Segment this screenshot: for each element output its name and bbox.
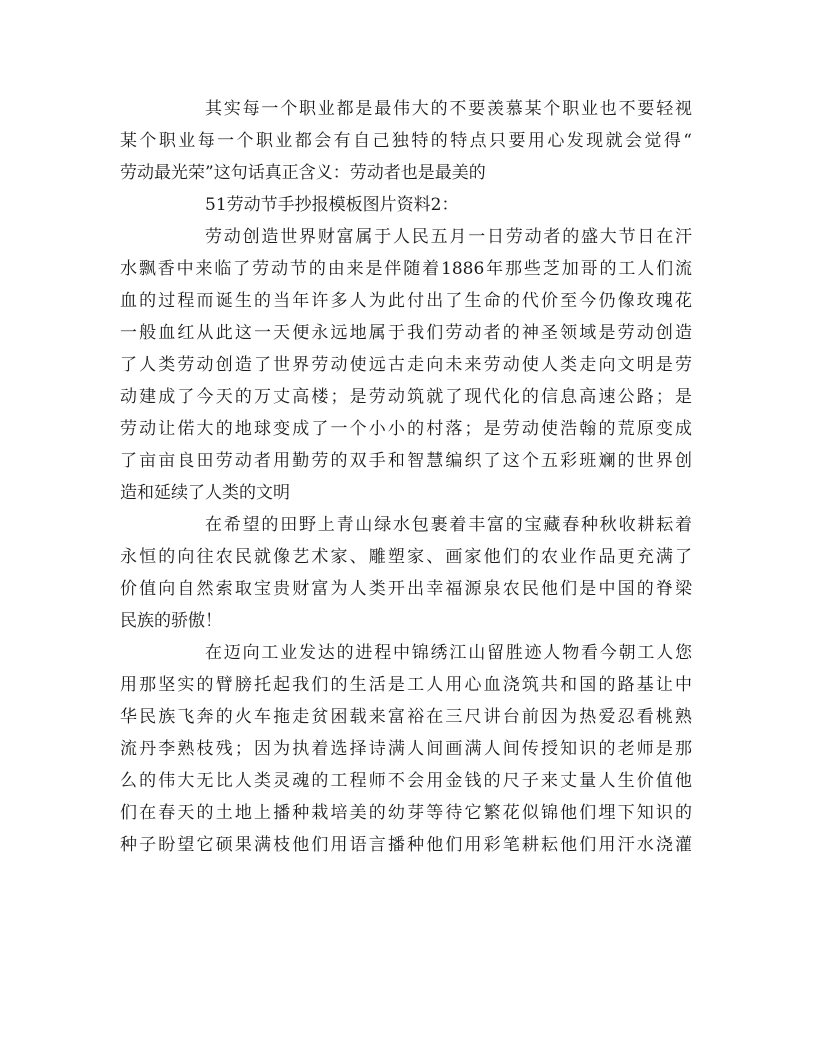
text-line: 51劳动节手抄报模板图片资料2： [205,195,459,215]
text-line: 劳动创造世界财富属于人民五月一日劳动者的盛大节日在汗 [205,227,692,247]
document-body [120,93,692,861]
text-line: 流丹李熟枝残；因为执着选择诗满人间画满人间传授知识的老师是那 [120,739,692,759]
text-line: 一般血红从此这一天便永远地属于我们劳动者的神圣领域是劳动创造 [120,323,692,343]
text-line: 水飘香中来临了劳动节的由来是伴随着1886年那些芝加哥的工人们流 [120,259,692,279]
text-line: 动建成了今天的万丈高楼；是劳动筑就了现代化的信息高速公路；是 [120,387,692,407]
text-line: 么的伟大无比人类灵魂的工程师不会用金钱的尺子来丈量人生价值他 [120,771,692,791]
text-line: 劳动让偌大的地球变成了一个小小的村落；是劳动使浩翰的荒原变成 [120,419,692,439]
text-line: 其实每一个职业都是最伟大的不要羡慕某个职业也不要轻视 [205,99,692,119]
text-line: 华民族飞奔的火车拖走贫困载来富裕在三尺讲台前因为热爱忍看桃熟 [120,707,692,727]
text-line: 血的过程而诞生的当年许多人为此付出了生命的代价至今仍像玫瑰花 [120,291,692,311]
text-line: 民族的骄傲！ [120,611,222,631]
text-line: 种子盼望它硕果满枝他们用语言播种他们用彩笔耕耘他们用汗水浇灌 [120,835,692,855]
text-line: 造和延续了人类的文明 [120,483,290,503]
text-line: 们在春天的土地上播种栽培美的幼芽等待它繁花似锦他们埋下知识的 [120,803,692,823]
text-line: 用那坚实的臂膀托起我们的生活是工人用心血浇筑共和国的路基让中 [120,675,692,695]
text-line: 永恒的向往农民就像艺术家、雕塑家、画家他们的农业作品更充满了 [120,547,692,567]
text-line: 了人类劳动创造了世界劳动使远古走向未来劳动使人类走向文明是劳 [120,355,692,375]
text-line: 价值向自然索取宝贵财富为人类开出幸福源泉农民他们是中国的脊梁 [120,579,692,599]
text-line: 劳动最光荣”这句话真正含义：劳动者也是最美的 [120,163,486,183]
text-line: 在迈向工业发达的进程中锦绣江山留胜迹人物看今朝工人您 [205,643,692,663]
text-line: 在希望的田野上青山绿水包裹着丰富的宝藏春种秋收耕耘着 [205,515,692,535]
text-line: 了亩亩良田劳动者用勤劳的双手和智慧编织了这个五彩班斓的世界创 [120,451,692,471]
text-line: 某个职业每一个职业都会有自己独特的特点只要用心发现就会觉得“ [120,131,692,151]
